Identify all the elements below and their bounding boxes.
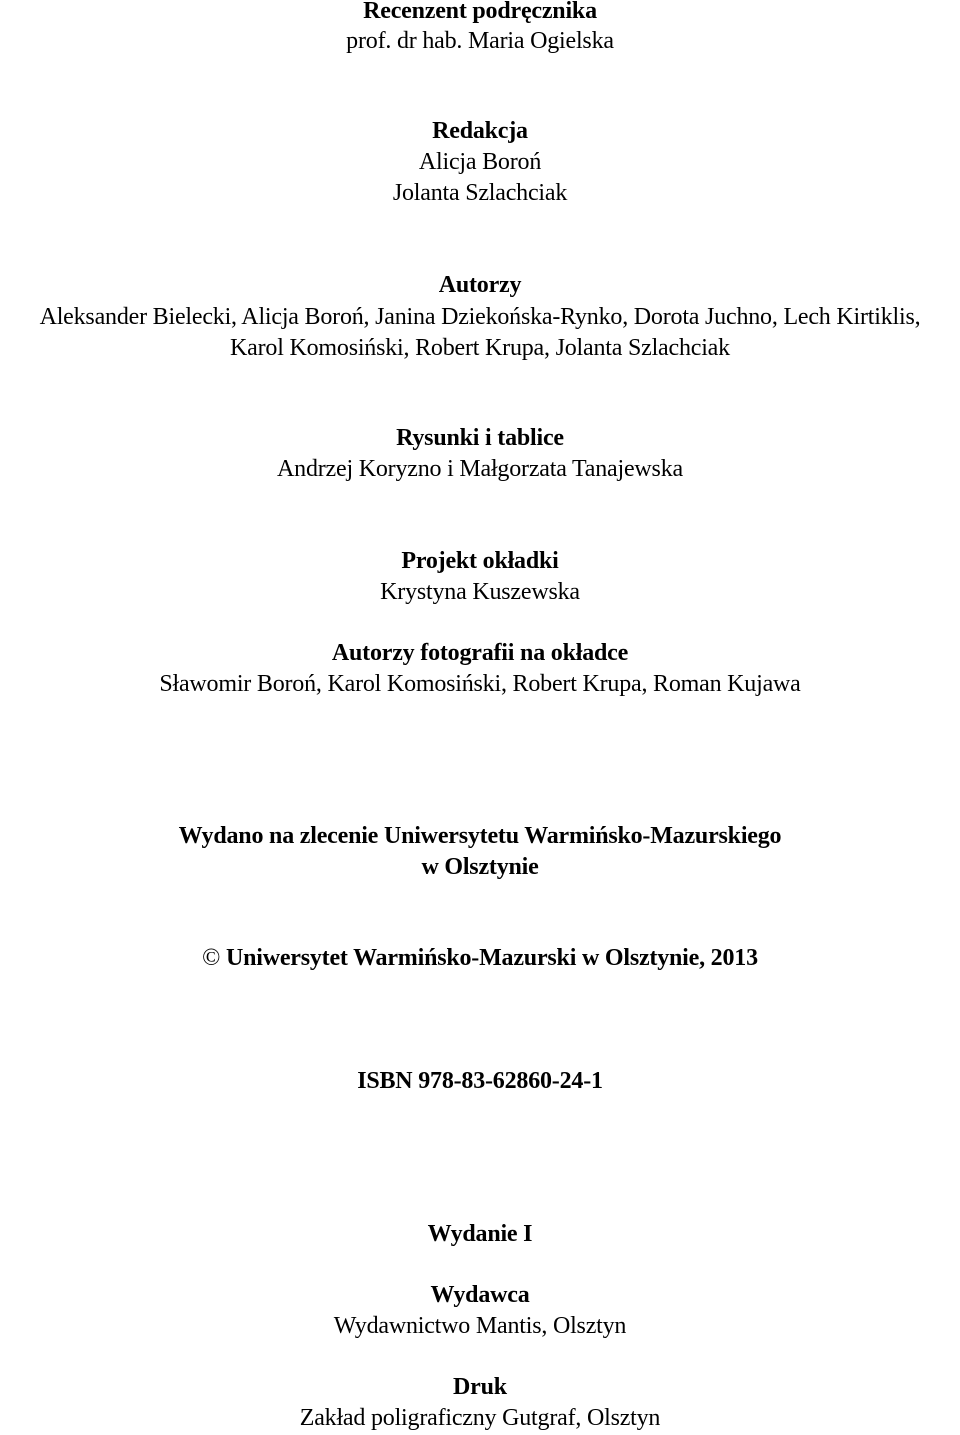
authors-line: Karol Komosiński, Robert Krupa, Jolanta Szlachciak: [230, 335, 730, 361]
reviewer-name: prof. dr hab. Maria Ogielska: [346, 28, 614, 54]
authors-line: Aleksander Bielecki, Alicja Boroń, Janina Dziekońska-Rynko, Dorota Juchno, Lech Kirtiklis,: [39, 304, 921, 330]
copyright-icon: ©: [202, 945, 221, 971]
publisher-name: Wydawnictwo Mantis, Olsztyn: [333, 1313, 627, 1339]
editing-heading: Redakcja: [432, 118, 528, 144]
editor-name: Alicja Boroń: [418, 149, 542, 175]
cover-photos-names: Sławomir Boroń, Karol Komosiński, Robert Krupa, Roman Kujawa: [159, 671, 801, 697]
printing-name: Zakład poligraficzny Gutgraf, Olsztyn: [299, 1405, 661, 1431]
printing-heading: Druk: [453, 1374, 507, 1400]
editor-name: Jolanta Szlachciak: [392, 180, 568, 206]
cover-design-name: Krystyna Kuszewska: [380, 579, 580, 605]
edition: Wydanie I: [427, 1221, 533, 1247]
cover-design-heading: Projekt okładki: [401, 548, 559, 574]
isbn: ISBN 978-83-62860-24-1: [357, 1068, 603, 1094]
copyright-text: Uniwersytet Warmińsko-Mazurski w Olsztynie, 2013: [225, 945, 758, 971]
cover-photos-heading: Autorzy fotografii na okładce: [331, 640, 629, 666]
drawings-names: Andrzej Koryzno i Małgorzata Tanajewska: [277, 456, 683, 482]
reviewer-heading: Recenzent podręcznika: [363, 0, 597, 24]
publisher-heading: Wydawca: [430, 1282, 530, 1308]
commission-line: w Olsztynie: [421, 854, 539, 880]
authors-heading: Autorzy: [438, 272, 522, 298]
copyright-line: [0, 943, 960, 973]
drawings-heading: Rysunki i tablice: [396, 425, 564, 451]
commission-line: Wydano na zlecenie Uniwersytetu Warmińsko-Mazurskiego: [178, 823, 782, 849]
